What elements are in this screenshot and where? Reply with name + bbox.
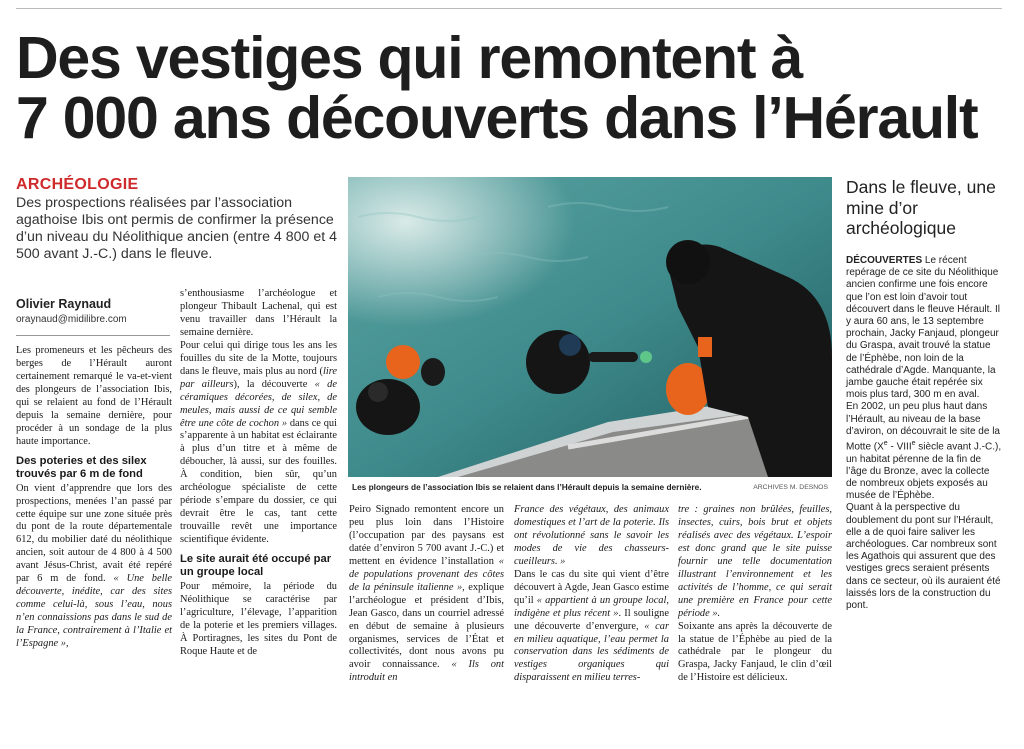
standfirst: Des prospections réalisées par l’association agathoise Ibis ont permis de confirmer la présence d’un niveau du Néolithique ancien (entre 4 800 et 4 500 avant J.-C.) dans le fleuve. <box>16 195 338 262</box>
paragraph: DÉCOUVERTES Le récent repérage de ce site du Néolithique ancien confirme une fois encore que l’on est loin d’avoir tout découvert dans le fleuve Hérault. Il y aura 60 ans, le 13 septembre prochain, Jacky Fanjaud, plongeur du Graspa, avait trouvé la statue de l’Éphèbe, non loin de la cathédrale d’Agde. Manquante, la jambe gauche était repérée six mois plus tard, 300 m en aval. <box>846 255 1000 401</box>
sidebar-text <box>846 255 1002 612</box>
article-column-5 <box>678 504 832 685</box>
author-name: Olivier Raynaud <box>16 297 112 311</box>
sidebar-lead: DÉCOUVERTES <box>846 255 923 266</box>
paragraph: tre : graines non brûlées, feuilles, insectes, cuirs, bois brut et objets réalisés avec des végétaux. L’espoir est donc grand que le site puisse fournir une telle documentation illustrant l’environnement et les activités de l’homme, ce qui serait une première en France pour cette période ». <box>678 504 832 619</box>
paragraph: France des végétaux, des animaux domestiques et l’art de la poterie. Ils ont révolutionné sans le savoir les modes de vie des chasseurs-cueilleurs. » <box>514 504 669 567</box>
paragraph: On vient d’apprendre que lors des prospections, menées l’an passé par cette équipe sur une zone située près du pont de la route départementale 612, du mobilier daté du néolithique ancien, soit autour de 4 800 à 4 500 avant Jésus-Christ, avait été repéré par 6 m de fond. « Une belle découverte, inédite, car des sites comme celui-là, sous l’eau, nous n’en connaissions pas dans le sud de la France, contrairement à l’Italie et l’Espagne », <box>16 482 172 650</box>
sidebar-title: Dans le fleuve, une mine d’or archéologique <box>846 177 996 238</box>
paragraph: s’enthousiasme l’archéologue et plongeur Thibault Lachenal, qui est venu travailler dans l’Hérault la semaine dernière. <box>180 288 337 338</box>
section-kicker: ARCHÉOLOGIE <box>16 176 139 193</box>
paragraph: En 2002, un peu plus haut dans l’Hérault, au niveau de la base d’aviron, on découvrait le site de la Motte (Xe - VIIIe siècle avant J.-C.), un habitat pérenne de la fin de l’âge du Bronze, avec la collecte de nombreux objets exposés au musée de l’Éphèbe. <box>846 401 1002 502</box>
author-divider <box>16 335 170 336</box>
article-column-4 <box>514 504 669 685</box>
headline-line-2: 7 000 ans découverts dans l’Hérault <box>16 85 978 151</box>
article-column-1 <box>16 345 172 651</box>
paragraph: Quant à la perspective du doublement du pont sur l’Hérault, elle a de quoi faire saliver les archéologues. Car nombreux sont les Agathois qui assurent que des vestiges grecs seraient présents dans ce secteur, où ils auraient été laissés lors de la construction du pont. <box>846 502 1001 612</box>
paragraph: Pour mémoire, la période du Néolithique se caractérise par l’agriculture, l’élevage, l’apparition de la poterie et les premiers villages. À Portiragnes, les sites du Pont de Roque Haute et de <box>180 581 337 657</box>
article-column-3 <box>349 504 504 685</box>
subheading: Des poteries et des silex trouvés par 6 m de fond <box>16 454 147 480</box>
paragraph: Soixante ans après la découverte de la statue de l’Éphèbe au pied de la cathédrale par le plongeur du Graspa, Jacky Fanjaud, le clin d’œil de l’Histoire est délicieux. <box>678 620 832 684</box>
subheading: Le site aurait été occupé par un groupe local <box>180 553 332 579</box>
photo-credit: ARCHIVES M. DESNOS <box>753 484 828 491</box>
paragraph: Les promeneurs et les pêcheurs des berges de l’Hérault auront certainement remarqué le va-et-vient des plongeurs de l’association Ibis, qui se relaient au fond de l’Hérault depuis la semaine dernière, pour procéder à un sondage de la plus haute importance. <box>16 345 172 447</box>
paragraph: Pour celui qui dirige tous les ans les fouilles du site de la Motte, toujours dans le fleuve, mais plus au nord (lire par ailleurs), la découverte « de céramiques décorées, de silex, de meules, mais aussi de ce qui semble être une côte de cochon » dans ce qui s’apparente à un habitat est éclairante à plus d’un titre et à même de déboucher, là aussi, sur des fouilles. À condition, bien sûr, qu’un archéologue spécialiste de cette période s’empare du dossier, ce qui devrait être le cas, tant cette trouvaille revêt une importance scientifique évidente. <box>180 339 337 546</box>
divers-photo <box>348 177 832 477</box>
headline-line-1: Des vestiges qui remontent à <box>16 25 803 91</box>
top-rule <box>16 8 1002 9</box>
paragraph: Peiro Signado remontent encore un peu plus loin dans l’Histoire (l’occupation par des paysans est datée d’environ 5 700 avant J.-C.) et mettent en évidence l’installation « de populations provenant des côtes de la péninsule italienne », explique l’archéologue et président d’Ibis, Jean Gasco, dans un courriel adressé en début de semaine à plusieurs organismes, services de l’État et collectivités, dont nous avons pu avoir connaissance. « Ils ont introduit en <box>349 504 505 684</box>
paragraph: Dans le cas du site qui vient d’être découvert à Agde, Jean Gasco estime qu’il « appartient à un groupe local, indigène et plus récent ». Il souligne une découverte d’envergure, « car en milieu aquatique, l’eau permet la conservation dans les sédiments de vestiges organiques qui disparaissent en milieu terres- <box>514 568 669 684</box>
headline <box>16 25 1006 151</box>
author-email[interactable]: oraynaud@midilibre.com <box>16 314 127 325</box>
photo-illustration <box>348 177 832 477</box>
article-column-2 <box>180 288 337 659</box>
photo-caption: Les plongeurs de l’association Ibis se relaient dans l’Hérault depuis la semaine dernière. <box>352 482 702 492</box>
